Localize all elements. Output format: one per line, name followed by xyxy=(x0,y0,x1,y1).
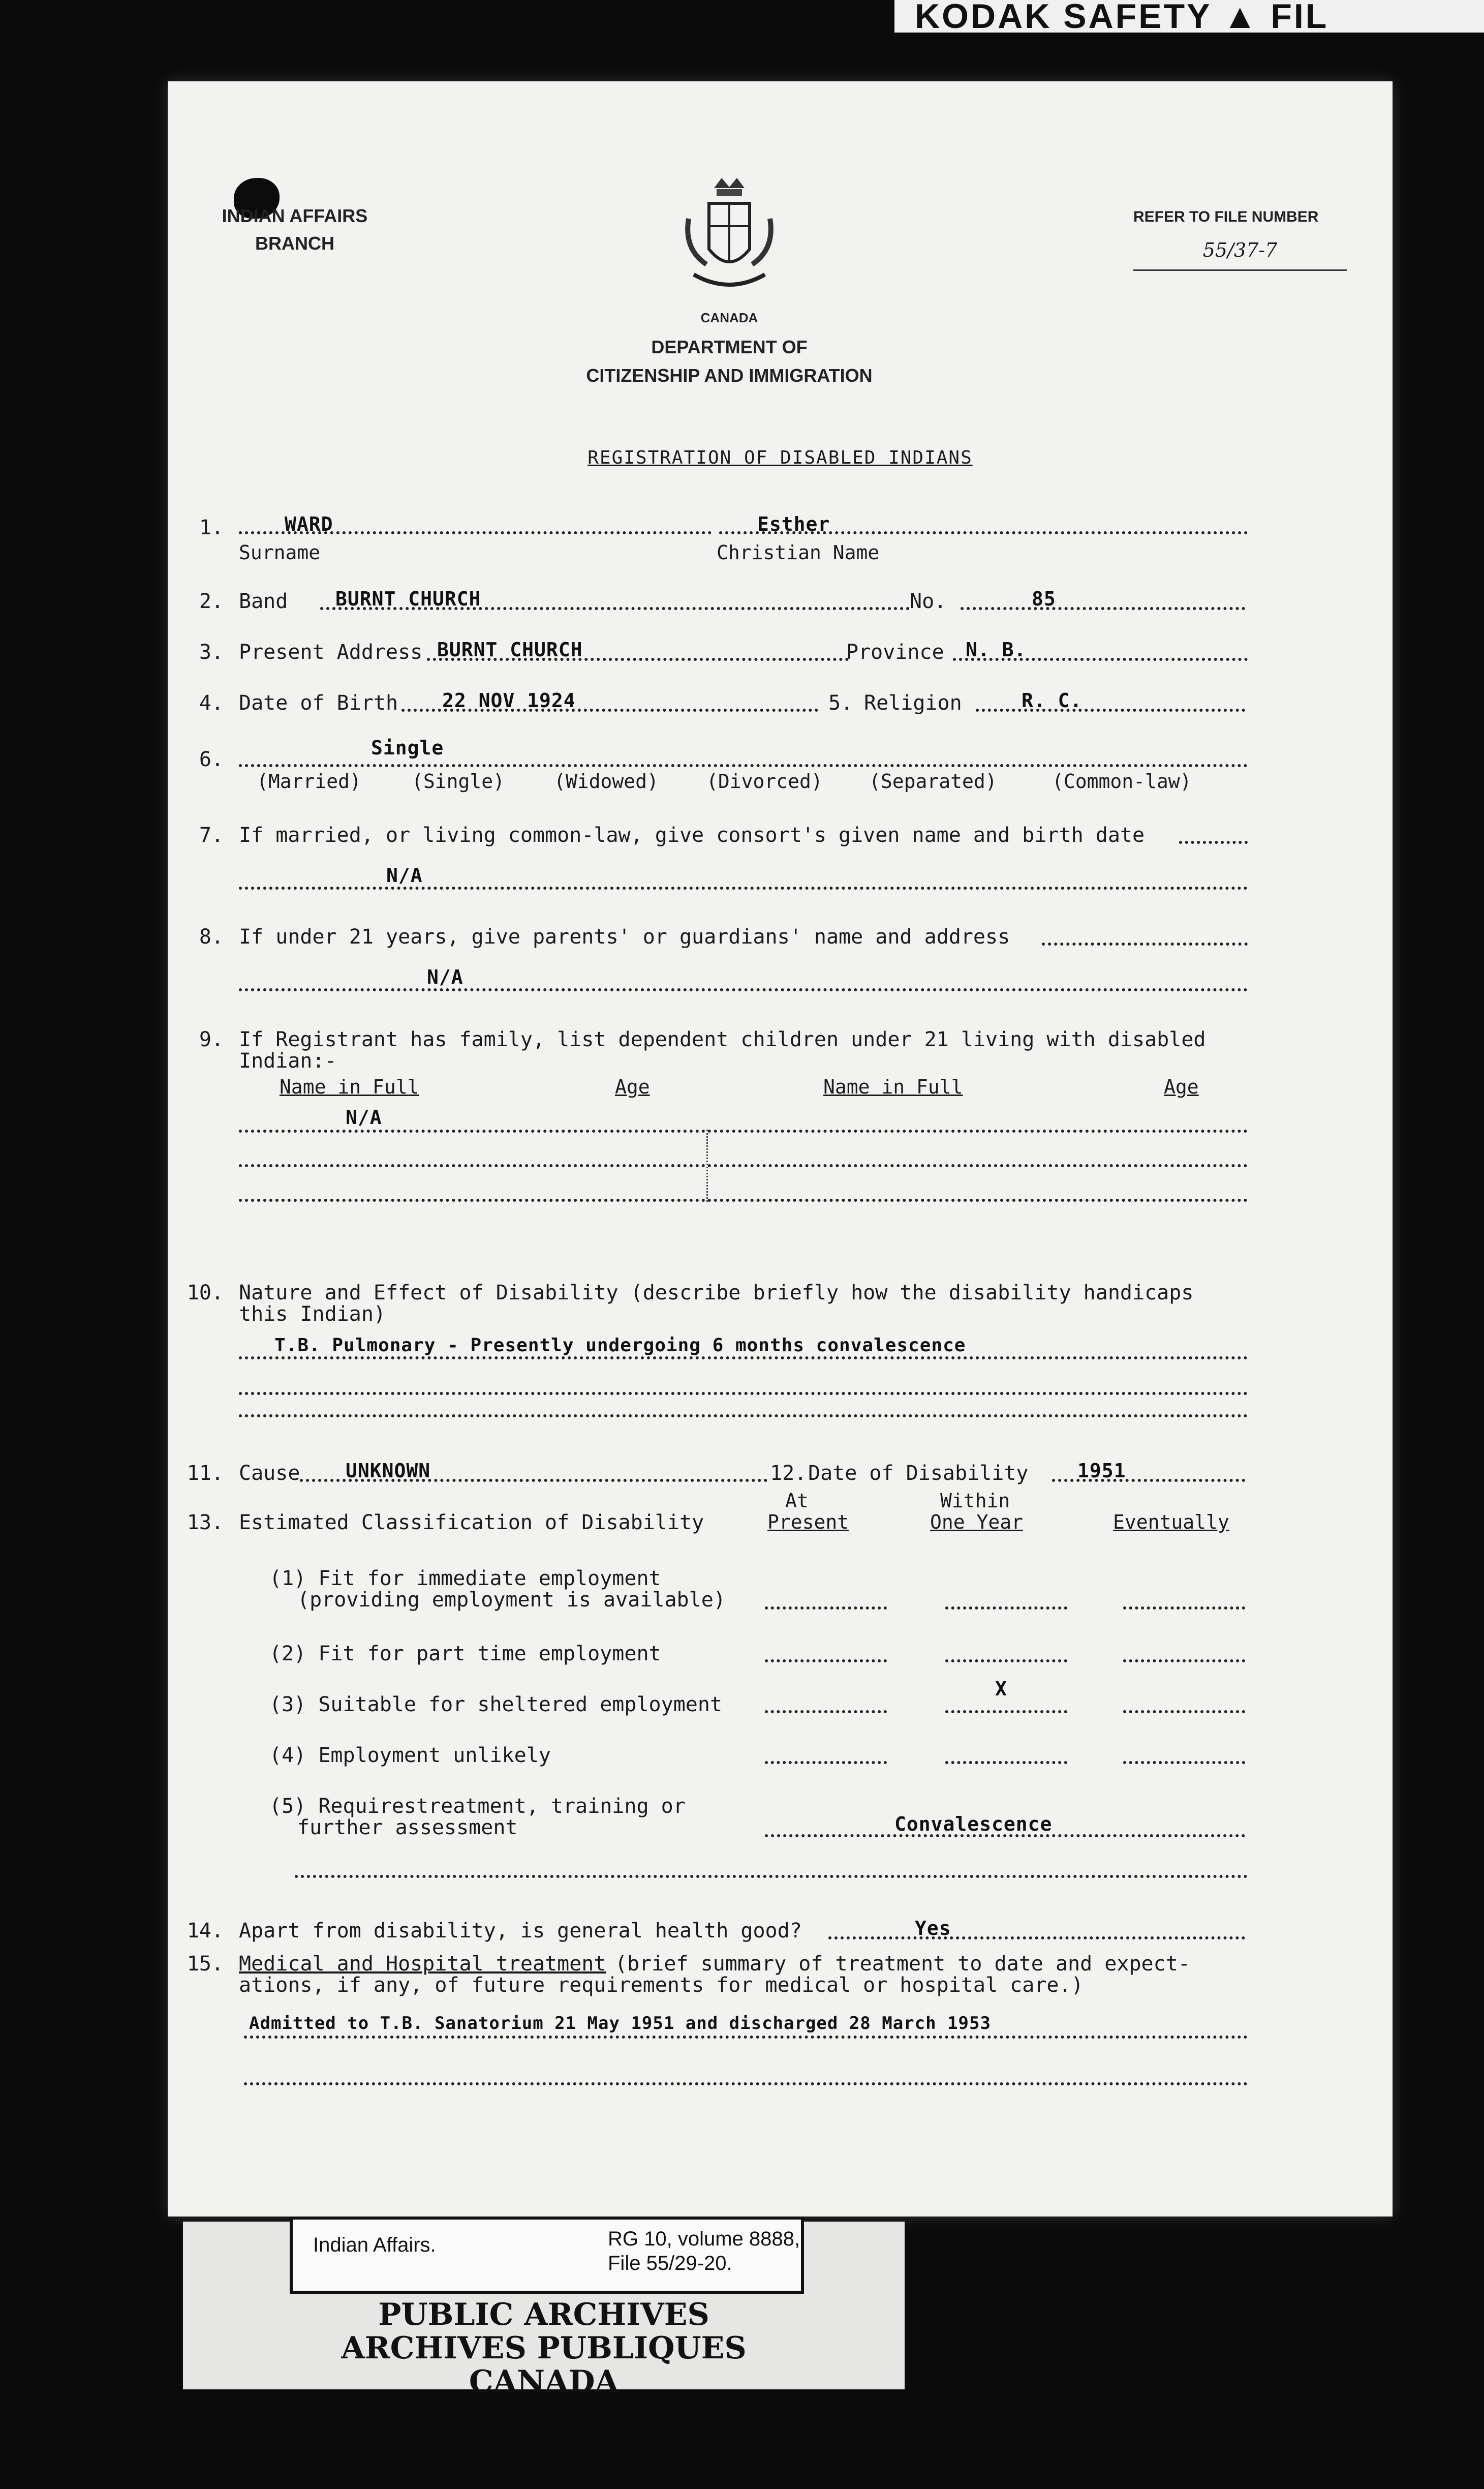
q13-item-2-eventually xyxy=(1123,1659,1245,1662)
q13-col-present-top: At xyxy=(785,1490,809,1512)
archive-ref-line-2: File 55/29-20. xyxy=(608,2252,732,2274)
q9-row xyxy=(168,1028,1393,1221)
q5-number: 5. xyxy=(828,691,853,715)
q2-number: 2. xyxy=(199,590,224,613)
q1-given-label: Christian Name xyxy=(717,541,880,564)
q13-item-2-line-1: (2) Fit for part time employment xyxy=(269,1642,661,1665)
q9-divider xyxy=(706,1130,708,1202)
file-number: 55/37-7 xyxy=(1133,239,1347,271)
archives-stamp xyxy=(239,2298,849,2399)
q14-value: Yes xyxy=(915,1917,951,1939)
q7-number: 7. xyxy=(199,824,224,847)
q1-row xyxy=(168,513,1393,577)
q6-status-line xyxy=(239,764,1248,767)
q6-status-value: Single xyxy=(371,737,444,759)
q13-number: 13. xyxy=(187,1511,224,1534)
q15-line-1 xyxy=(244,2036,1248,2039)
q10-line-3 xyxy=(239,1414,1248,1417)
q6-row xyxy=(168,737,1393,801)
dept-line-2: CITIZENSHIP AND IMMIGRATION xyxy=(586,365,873,386)
q2-no-label: No. xyxy=(910,590,947,613)
q9-col-age-2: Age xyxy=(1164,1076,1199,1098)
q13-item-5-line-2: further assessment xyxy=(297,1816,518,1839)
archives-line-2: ARCHIVES PUBLIQUES xyxy=(341,2330,747,2366)
q9-number: 9. xyxy=(199,1028,224,1051)
q9-col-name-2: Name in Full xyxy=(823,1076,963,1098)
q13-item-3-line-1: (3) Suitable for sheltered employment xyxy=(269,1693,723,1716)
q10-number: 10. xyxy=(187,1281,224,1304)
q1-given-value: Esther xyxy=(757,513,830,535)
q4-label: Date of Birth xyxy=(239,691,398,715)
archive-source: Indian Affairs. xyxy=(313,2234,436,2256)
q15-label-underlined: Medical and Hospital treatment xyxy=(239,1952,606,1976)
q3-province-label: Province xyxy=(846,641,944,664)
q7-answer-line xyxy=(239,887,1248,890)
archives-line-3: CANADA xyxy=(469,2364,619,2400)
q13-item-4-year xyxy=(945,1761,1067,1764)
q6-opt-common-law: (Common-law) xyxy=(1052,770,1192,793)
q5-religion-line xyxy=(976,709,1245,712)
dept-line-1: DEPARTMENT OF xyxy=(651,337,808,357)
q11-row xyxy=(168,1462,1393,1492)
q11-number: 11. xyxy=(187,1462,224,1485)
q13-item-4-line-1: (4) Employment unlikely xyxy=(269,1744,551,1767)
q13-col-year-top: Within xyxy=(940,1490,1010,1512)
q9-label-line-1: If Registrant has family, list dependent children under 21 living with disabled xyxy=(239,1028,1206,1051)
q6-opt-widowed: (Widowed) xyxy=(554,770,659,793)
q11-value: UNKNOWN xyxy=(346,1460,431,1482)
q12-number: 12. xyxy=(770,1462,807,1485)
q13-item-1-eventually xyxy=(1123,1606,1245,1610)
q7-value: N/A xyxy=(386,864,423,887)
q6-opt-single: (Single) xyxy=(412,770,505,793)
q9-col-name-1: Name in Full xyxy=(280,1076,419,1098)
q3-row xyxy=(168,641,1393,671)
q3-number: 3. xyxy=(199,641,224,664)
q13-section xyxy=(168,1490,1393,1896)
q13-col-eventually: Eventually xyxy=(1113,1511,1229,1533)
q15-label-rest: (brief summary of treatment to date and expect- xyxy=(615,1952,1190,1976)
department-heading xyxy=(577,310,882,390)
archives-line-1: PUBLIC ARCHIVES xyxy=(378,2297,709,2332)
country-label: CANADA xyxy=(700,310,758,325)
archive-reference xyxy=(608,2227,800,2275)
q10-label-line-2: this Indian) xyxy=(239,1302,386,1326)
form-title: REGISTRATION OF DISABLED INDIANS xyxy=(588,447,973,468)
q1-surname-label: Surname xyxy=(239,541,321,564)
branch-heading xyxy=(203,202,386,257)
q13-item-2-present xyxy=(765,1659,887,1662)
q10-line-1 xyxy=(239,1356,1248,1359)
q2-row xyxy=(168,590,1393,620)
q13-item-1-present xyxy=(765,1606,887,1610)
q5-religion-value: R. C. xyxy=(1022,689,1083,712)
q14-number: 14. xyxy=(187,1919,224,1942)
q15-line-2 xyxy=(244,2082,1248,2085)
q4-row xyxy=(168,691,1393,722)
q13-item-4-eventually xyxy=(1123,1761,1245,1764)
q11-label: Cause xyxy=(239,1462,300,1485)
archive-ref-line-1: RG 10, volume 8888, xyxy=(608,2228,800,2250)
q6-number: 6. xyxy=(199,748,224,771)
q2-band-value: BURNT CHURCH xyxy=(335,588,481,610)
q1-surname-value: WARD xyxy=(285,513,333,535)
q2-no-line xyxy=(961,607,1245,610)
film-edge-label: KODAK SAFETY ▲ FIL xyxy=(894,0,1484,33)
q13-item-3-present xyxy=(765,1710,887,1713)
q7-row xyxy=(168,824,1393,895)
q15-row xyxy=(168,1952,1393,2100)
q6-opt-married: (Married) xyxy=(257,770,361,793)
q6-opt-divorced: (Divorced) xyxy=(706,770,823,793)
q14-line xyxy=(828,1936,1245,1939)
archive-reference-box xyxy=(290,2217,804,2294)
q6-opt-separated: (Separated) xyxy=(869,770,997,793)
q13-col-year: One Year xyxy=(930,1511,1024,1533)
q13-item-2-year xyxy=(945,1659,1067,1662)
q13-item-3-eventually xyxy=(1123,1710,1245,1713)
q13-item-1-line-2: (providing employment is available) xyxy=(297,1588,726,1612)
q10-row xyxy=(168,1281,1393,1418)
q9-line-3 xyxy=(239,1199,1248,1202)
q8-label: If under 21 years, give parents' or guardians' name and address xyxy=(239,925,1010,949)
q3-address-value: BURNT CHURCH xyxy=(437,639,583,661)
q8-number: 8. xyxy=(199,925,224,949)
q13-item-5-line-2-blank xyxy=(295,1875,1248,1878)
branch-line-2: BRANCH xyxy=(255,233,334,254)
form-sheet xyxy=(168,81,1393,2217)
q10-value: T.B. Pulmonary - Presently undergoing 6 months convalescence xyxy=(274,1335,966,1356)
q9-col-age-1: Age xyxy=(615,1076,650,1098)
q13-item-1-line-1: (1) Fit for immediate employment xyxy=(269,1567,661,1590)
q8-row xyxy=(168,925,1393,996)
q13-item-3-year-mark: X xyxy=(995,1678,1007,1700)
q4-dob-value: 22 NOV 1924 xyxy=(442,689,576,712)
branch-line-1: INDIAN AFFAIRS xyxy=(222,205,368,226)
q13-item-5-line-1: (5) Requirestreatment, training or xyxy=(269,1795,686,1818)
q12-value: 1951 xyxy=(1077,1460,1126,1482)
q13-label: Estimated Classification of Disability xyxy=(239,1511,704,1534)
coat-of-arms-icon xyxy=(678,173,780,305)
q10-line-2 xyxy=(239,1392,1248,1395)
q2-no-value: 85 xyxy=(1032,588,1056,610)
q14-label: Apart from disability, is general health good? xyxy=(239,1919,802,1942)
q13-item-5-value: Convalescence xyxy=(894,1813,1053,1835)
q12-label: Date of Disability xyxy=(808,1462,1029,1485)
q8-line-end xyxy=(1042,943,1248,946)
q15-number: 15. xyxy=(187,1952,224,1976)
q8-value: N/A xyxy=(427,966,463,988)
q10-label-line-1: Nature and Effect of Disability (describe briefly how the disability handicaps xyxy=(239,1281,1194,1304)
q3-province-value: N. B. xyxy=(966,639,1027,661)
q9-line-2 xyxy=(239,1164,1248,1167)
q14-row xyxy=(168,1919,1393,1950)
q13-item-3-year xyxy=(945,1710,1067,1713)
q3-label: Present Address xyxy=(239,641,423,664)
q15-label-line-2: ations, if any, of future requirements for medical or hospital care.) xyxy=(239,1974,1084,1997)
q9-value: N/A xyxy=(346,1106,382,1129)
q7-label: If married, or living common-law, give consort's given name and birth date xyxy=(239,824,1145,847)
q1-number: 1. xyxy=(199,516,224,539)
q9-line-1 xyxy=(239,1130,1248,1133)
q2-label: Band xyxy=(239,590,288,613)
q13-item-4-present xyxy=(765,1761,887,1764)
q13-col-present: Present xyxy=(767,1511,849,1533)
q15-value: Admitted to T.B. Sanatorium 21 May 1951 and discharged 28 March 1953 xyxy=(249,2013,991,2033)
q5-label: Religion xyxy=(864,691,962,715)
q4-number: 4. xyxy=(199,691,224,715)
q13-item-1-year xyxy=(945,1606,1067,1610)
q7-line-end xyxy=(1179,841,1248,844)
q8-answer-line xyxy=(239,988,1248,991)
q9-label-line-2: Indian:- xyxy=(239,1049,337,1073)
refer-to-file-label: REFER TO FILE NUMBER xyxy=(1133,208,1319,225)
